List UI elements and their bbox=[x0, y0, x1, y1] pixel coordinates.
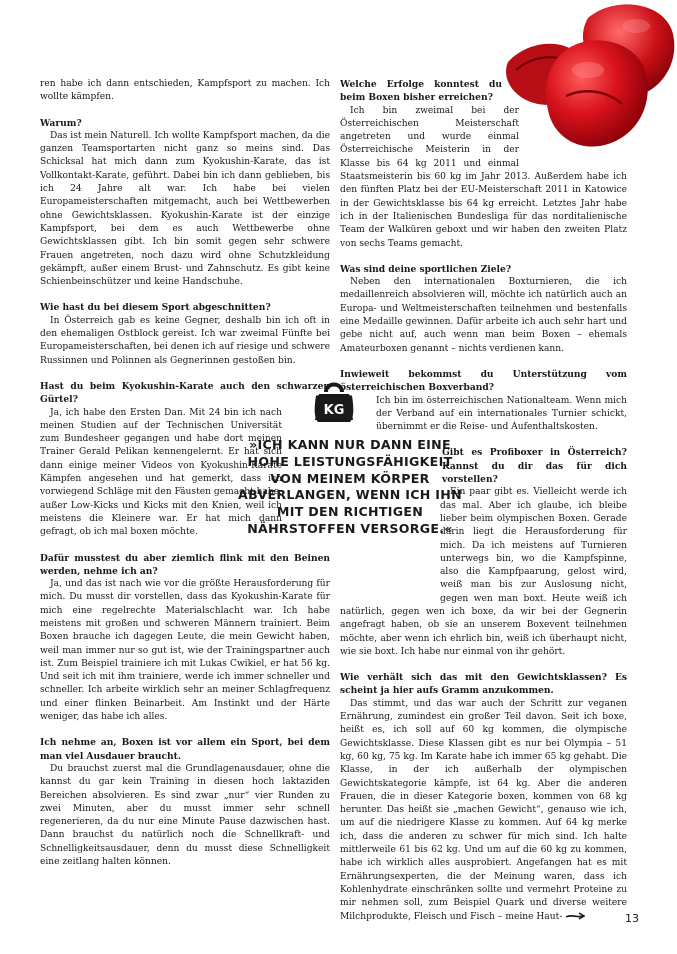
paragraph: ren habe ich dann entschieden, Kampfsport zu machen. Ich wollte kämpfen. bbox=[40, 79, 330, 103]
question-heading: Gibt es Profiboxer in Österreich? Kannst du dir das für dich vorstellen? bbox=[442, 447, 627, 486]
right-column bbox=[340, 78, 627, 924]
paragraph: Das stimmt, und das war auch der Schritt zur veganen Ernährung, zumindest ein großer Teil davon. Seit ich boxe, heißt es, ich soll auf 60 kg kommen, die olympische Gewichtsklasse. Diese Klassen gibt es nur bei Olympia – 51 kg, 60 kg, 75 kg. Im Karate habe ich immer 65 kg gehabt. Die Klasse, in der ich außerhalb der olympischen Gewichtskategorie kämpfe, ist 64 kg. Aber die anderen Frauen, die in dieser Kategorie boxen, kommen von 68 kg herunter. Das heißt sie „machen Gewicht“, genauso wie ich, um auf die niedrigere Klasse zu kommen. Auf 64 kg merke ich, dass die anderen zu schwer für mich sind. Ich halte mittlerweile 61 bis 62 kg. Und um auf die 60 kg zu kommen, habe ich wirklich alles ausprobiert. Angefangen hat es mit Ernährungsexperten, die der Meinung waren, dass ich Kohlenhydrate einschränken sollte und vermehrt Proteine zu mir nehmen soll, zum Beispiel Quark und diverse weitere Milchprodukte, Fleisch und Fisch – meine Haut- bbox=[340, 698, 627, 922]
paragraph: Neben den internationalen Boxturnieren, die ich medaillenreich absolvieren will, möchte ich natürlich auch an Europa- und Weltmeisterschaften teilnehmen und bestenfalls eine Medaille gewinnen. Dafür arbeite ich auch sehr hart und gebe nicht auf, auch wenn man beim Boxen – ehemals Amateurboxen genannt – nichts verdienen kann. bbox=[340, 277, 627, 354]
question-heading: Inwieweit bekommst du Unterstützung vom österreichischen Boxverband? bbox=[340, 368, 627, 394]
question-heading: Wie hast du bei diesem Sport abgeschnitten? bbox=[40, 302, 271, 314]
paragraph: In Österreich gab es keine Gegner, deshalb bin ich oft in den ehemaligen Ostblock gereist. Ich war zweimal Fünfte bei Europameisterschaften, bei denen ich auf riesige und schwere Russinnen und Polinnen als Gegnerinnen gestoßen bin. bbox=[40, 315, 330, 366]
question-heading: Dafür musstest du aber ziemlich flink mit den Beinen werden, nehme ich an? bbox=[40, 552, 330, 577]
paragraph: Ja, ich habe den Ersten Dan. Mit 24 bin ich nach meinen Studien auf der Technischen Universität zum Bundesheer gegangen und habe dort meinen Trainer Gerald Pelikan kennengelernt. Er hat sich dann einige meiner Videos von Kyokushin-Karate Kämpfen angesehen und hat gemerkt, dass ich vorwiegend Schläge mit den Fäusten gemacht habe, außer Low-Kicks und Kicks mit den Knien, weil ich meistens die Kleinere war. Er hat mich dann gefragt, ob ich mal boxen möchte. bbox=[40, 407, 282, 538]
paragraph: Ein paar gibt es. Vielleicht werde ich das mal. Aber ich glaube, ich bleibe lieber beim olympischen Boxen. Gerade darin liegt die Herausforderung für mich. Da ich meistens auf Turnieren unterwegs bin, wo die Kampfspinne, also die Kampfpaarung, gelost wird, weiß man bis zur Auslosung nicht, gegen wen man boxt. Heute weiß ich natürlich, gegen wen ich boxe, da wir bei der Gegnerin angefragt haben, ob sie an unserem Boxevent teilnehmen möchte, aber wenn ich ehrlich bin, weiß ich überhaupt nicht, wie sie boxt. Ich habe nur einmal von ihr gehört. bbox=[340, 487, 627, 657]
question-heading: Ich nehme an, Boxen ist vor allem ein Sport, bei dem man viel Ausdauer braucht. bbox=[40, 737, 330, 762]
paragraph: Du brauchst zuerst mal die Grundlagenausdauer, ohne die kannst du gar kein Training in diesen hoch laktaziden Bereichen absolvieren. Es sind zwar „nur“ vier Runden zu zwei Minuten, aber du musst immer sehr schnell regenerieren, da du nur eine Minute Pause dazwischen hast. Dann brauchst du natürlich noch die Schnellkraft- und Schnelligkeitsausdauer, denn du musst diese Schnelligkeit eine zeitlang halten können. bbox=[40, 763, 330, 868]
question-heading: Was sind deine sportlichen Ziele? bbox=[340, 263, 512, 275]
paragraph: Ich bin zweimal bei der Österreichischen Meisterschaft angetreten und wurde einmal Österreichische Meisterin in der Klasse bis 64 kg 2011 und einmal Staatsmeisterin bis 60 kg im Jahr 2013. Außerdem habe ich den fünften Platz bei der EU-Meisterschaft 2011 in Katowice in der Gewichtsklasse bis 64 kg erreicht. Letztes Jahr habe ich in der Italienischen Bundesliga für das norditalienische Team der Walküren geboxt und wir haben den zweiten Platz von sechs Teams gemacht. bbox=[340, 105, 627, 249]
paragraph: Ich bin im österreichischen Nationalteam. Wenn mich der Verband auf ein internationales Turnier schickt, übernimmt er die Reise- und Aufenthaltskosten. bbox=[376, 395, 627, 433]
page-number: 13 bbox=[625, 912, 639, 925]
continue-arrow-icon bbox=[565, 912, 585, 920]
question-heading: Hast du beim Kyokushin-Karate auch den schwarzen Gürtel? bbox=[40, 380, 330, 406]
paragraph: Das ist mein Naturell. Ich wollte Kampfsport machen, da die ganzen Teamsportarten nicht ganz so meins sind. Das Schicksal hat mich dann zum Kyokushin-Karate, das ist Vollkontakt-Karate, geführt. Dabei bin ich dann geblieben, bis ich 24 Jahre alt war. Ich habe bei vielen Europameisterschaften mitgemacht, auch bei Wettbewerben ohne Gewichtsklassen. Kyokushin-Karate ist der einzige Kampfsport, bei dem es auch Wettbewerbe ohne Gewichtsklassen gibt. Ich bin somit gegen sehr schwere Frauen angetreten, noch dazu wird ohne Schutzkleidung gekämpft, außer einem Brust- und Zahnschutz. Es gibt keine Schienbeinschützer und keine Handschuhe. bbox=[40, 130, 330, 288]
question-heading: Warum? bbox=[40, 117, 82, 129]
left-column bbox=[40, 78, 330, 869]
kg-icon-label: KG bbox=[323, 403, 345, 418]
pull-quote: »ICH KANN NUR DANN EINE HOHE LEISTUNGSFÄHIGKEIT VON MEINEM KÖRPER ABVERLANGEN, WENN ICH IHN MIT DEN RICHTIGEN NÄHRSTOFFEN VERSORGE.« bbox=[238, 437, 462, 536]
question-heading: Welche Erfolge konntest du beim Boxen bisher erreichen? bbox=[340, 79, 502, 104]
question-heading: Wie verhält sich das mit den Gewichtsklassen? Es scheint ja hier aufs Gramm anzukommen. bbox=[340, 672, 627, 697]
paragraph: Ja, und das ist nach wie vor die größte Herausforderung für mich. Du musst dir vorstellen, dass das Kyokushin-Karate für mich eine regelrechte Materialschlacht war. Ich habe meistens mit großen und schweren Männern trainiert. Beim Boxen brauche ich dagegen Leute, die mein Gewicht haben, weil man immer nur so gut ist, wie der Trainingspartner auch ist. Zum Beispiel trainiere ich mit Lukas Cwikiel, er hat 56 kg. Und seit ich mit ihm trainiere, werde ich immer schneller und schneller. Ich arbeite wirklich sehr an meiner Schlagfrequenz und einer flinken Beinarbeit. Am Instinkt und der Härte weniger, das habe ich alles. bbox=[40, 579, 330, 723]
